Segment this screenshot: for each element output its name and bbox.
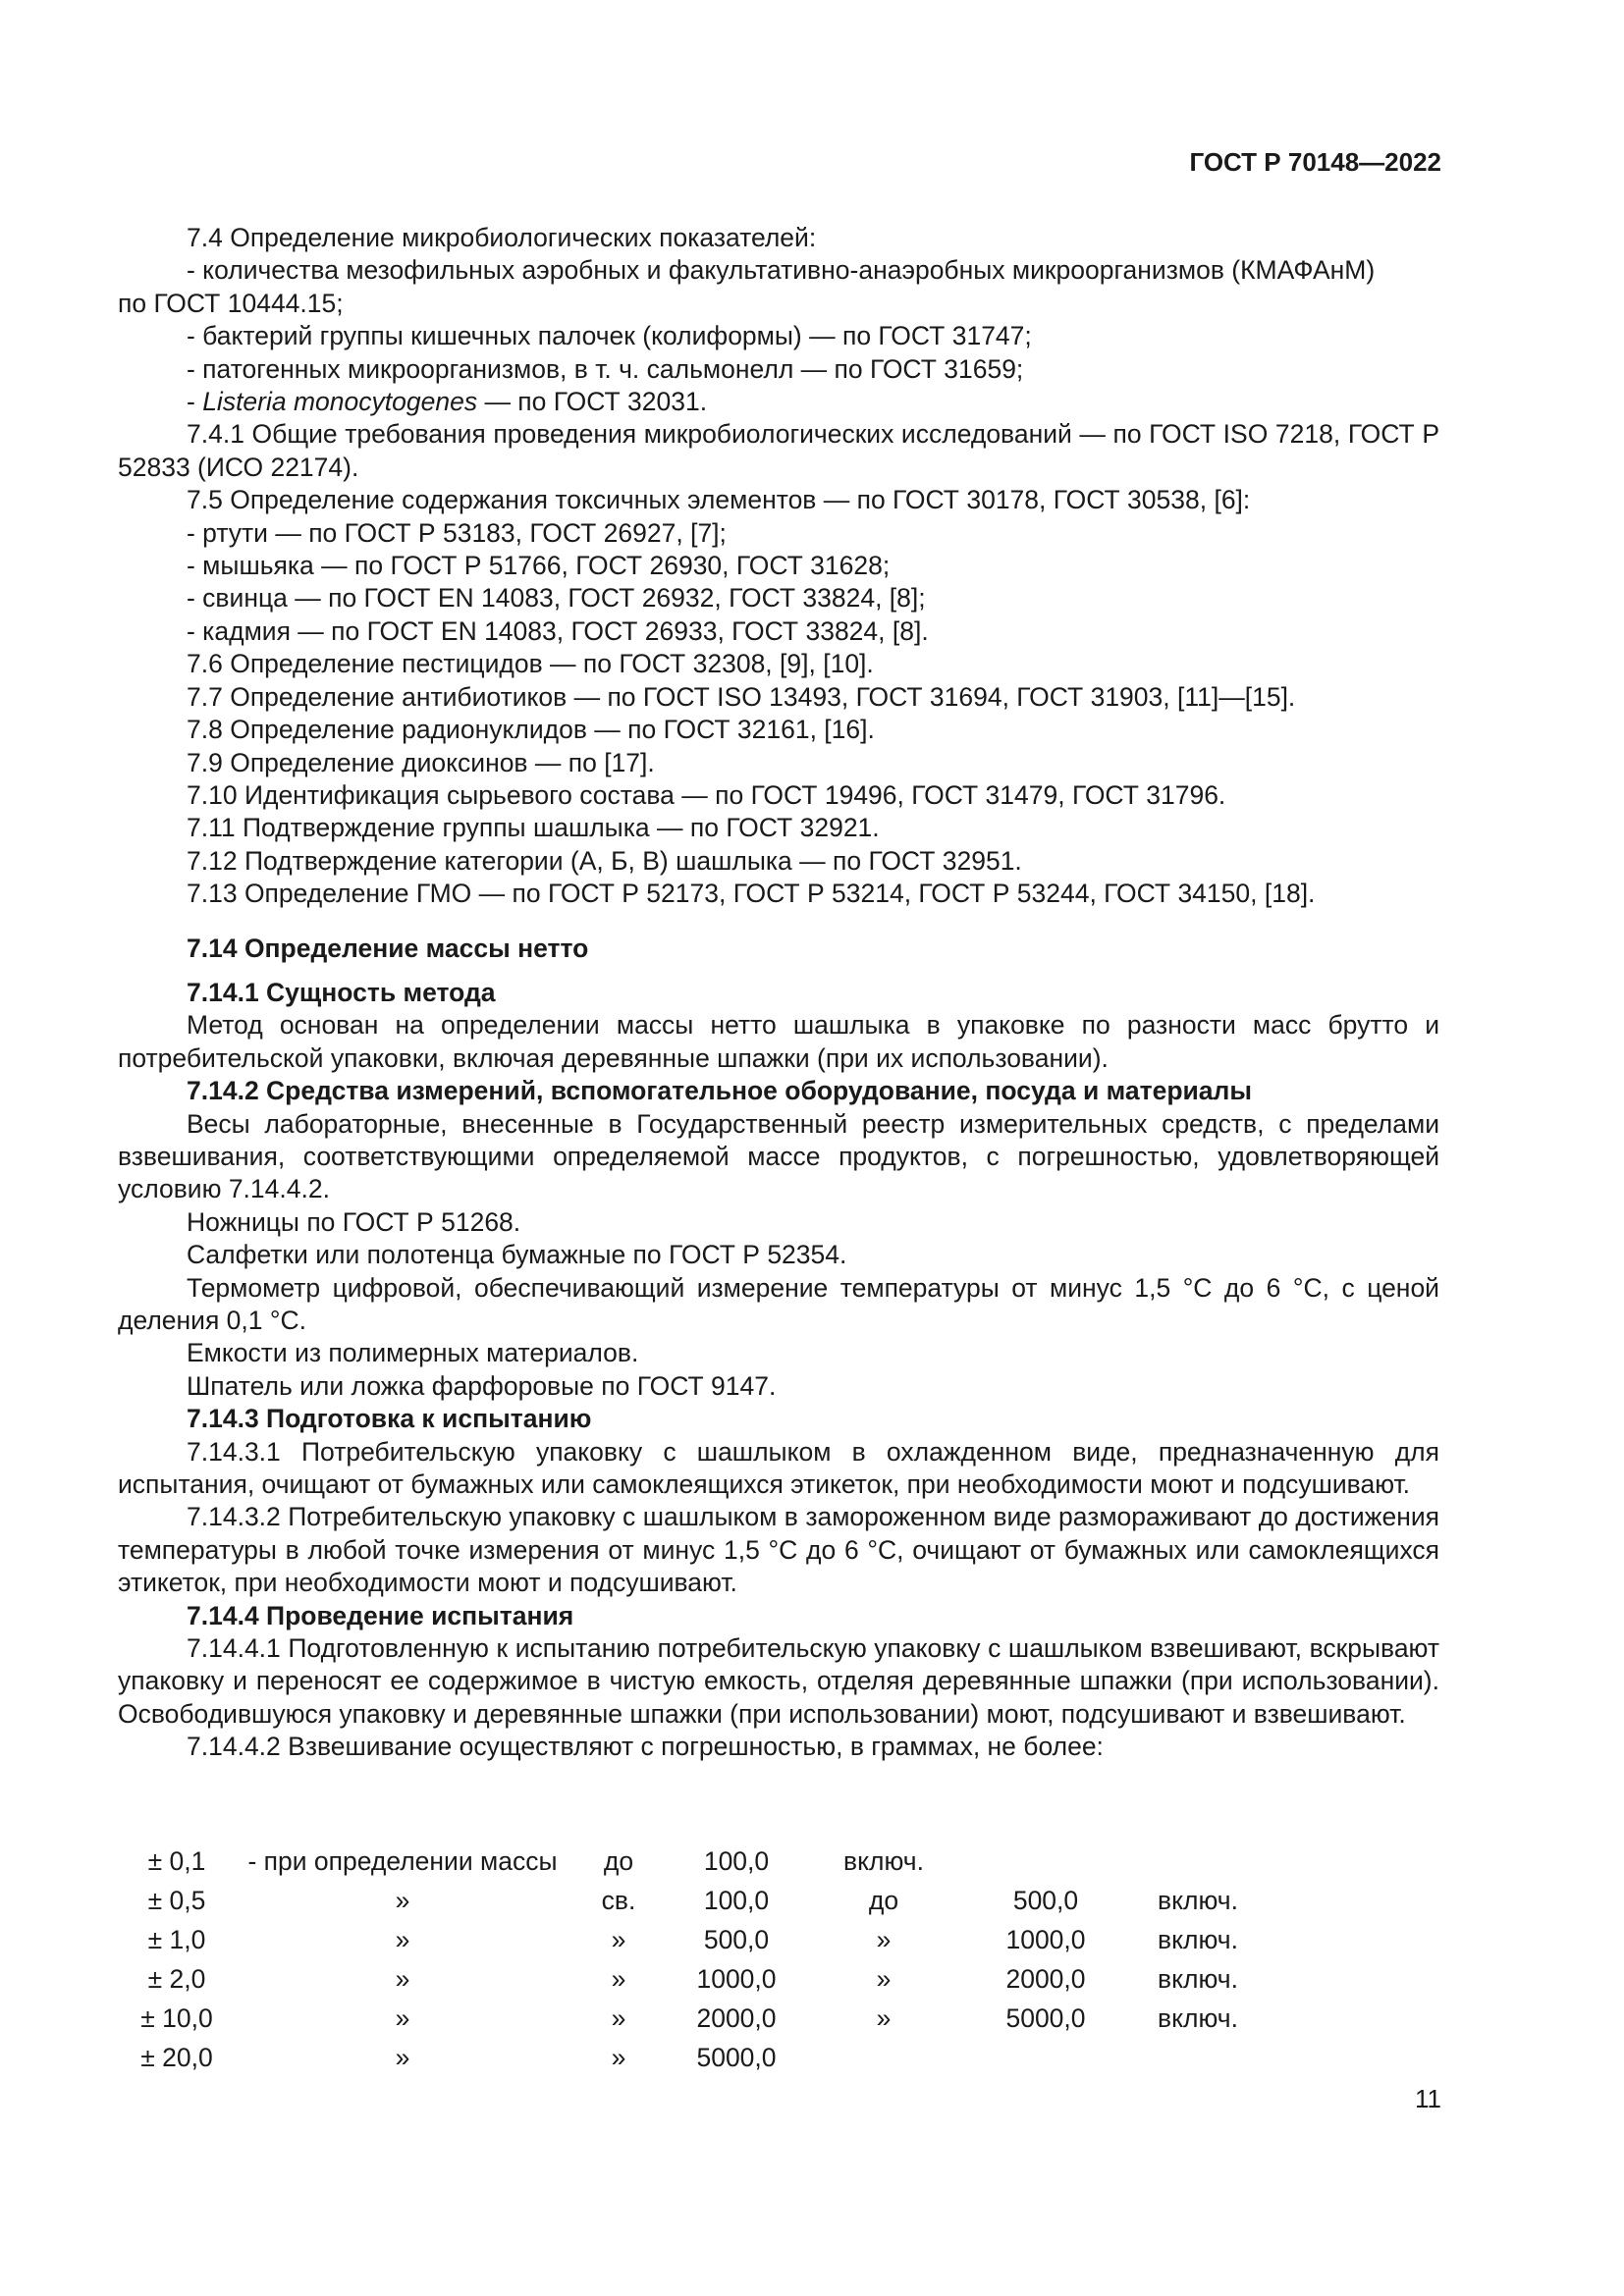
paragraph: 7.10 Идентификация сырьевого состава — по ГОСТ 19496, ГОСТ 31479, ГОСТ 31796. xyxy=(187,779,1226,810)
paragraph: 7.14.4.2 Взвешивание осуществляют с погрешностью, в граммах, не более: xyxy=(187,1732,1104,1762)
table-cell: » xyxy=(876,1924,892,1954)
table-cell: 2000,0 xyxy=(1005,1963,1086,1994)
table-cell: 100,0 xyxy=(703,1885,770,1915)
table-cell: ± 20,0 xyxy=(140,2042,213,2072)
paragraph: 7.13 Определение ГМО — по ГОСТ Р 52173, ГОСТ Р 53214, ГОСТ Р 53244, ГОСТ 34150, [18]. xyxy=(187,879,1316,909)
paragraph: Шпатель или ложка фарфоровые по ГОСТ 9147. xyxy=(187,1370,777,1401)
table-cell: ± 2,0 xyxy=(147,1963,206,1994)
document-body xyxy=(118,222,1439,1764)
table-cell: 5000,0 xyxy=(696,2042,777,2072)
list-item: - кадмия — по ГОСТ EN 14083, ГОСТ 26933, ГОСТ 33824, [8]. xyxy=(187,615,929,646)
list-item: - свинца — по ГОСТ EN 14083, ГОСТ 26932, ГОСТ 33824, [8]; xyxy=(187,583,926,614)
paragraph: 7.4 Определение микробиологических показателей: xyxy=(187,223,817,252)
table-cell: ± 0,1 xyxy=(147,1845,206,1876)
table-cell: » xyxy=(395,2042,410,2072)
table-row xyxy=(118,1920,1267,1959)
table-cell: » xyxy=(611,2042,626,2072)
table-cell: включ. xyxy=(1158,2002,1238,2033)
table-row xyxy=(118,1881,1267,1920)
paragraph: 7.14.4.1 Подготовленную к испытанию потребительскую упаковку с шашлыком взвешивают, вскрывают упаковку и переносят ее содержимое в чистую емкость, отделяя деревянные шпажки (при использовании). Освободившуюся упаковку и деревянные шпажки (при использовании) моют, подсушивают и взвешивают. xyxy=(118,1633,1439,1729)
table-cell: » xyxy=(395,1885,410,1915)
list-item: - бактерий группы кишечных палочек (колиформы) — по ГОСТ 31747; xyxy=(187,321,1032,351)
list-item: - патогенных микроорганизмов, в т. ч. сальмонелл — по ГОСТ 31659; xyxy=(187,353,1024,384)
table-cell: 2000,0 xyxy=(696,2002,777,2033)
paragraph: 7.6 Определение пестицидов — по ГОСТ 32308, [9], [10]. xyxy=(187,649,874,679)
table-cell xyxy=(1129,1842,1267,1881)
table-cell: 5000,0 xyxy=(1005,2002,1086,2033)
table-cell xyxy=(1129,2038,1267,2077)
paragraph: Метод основан на определении массы нетто шашлыка в упаковке по разности масс брутто и потребительской упаковки, включая деревянные шпажки (при их использовании). xyxy=(118,1010,1439,1073)
table-row xyxy=(118,2038,1267,2077)
list-item: - ртути — по ГОСТ Р 53183, ГОСТ 26927, [7]; xyxy=(187,517,727,548)
list-item: - мышьяка — по ГОСТ Р 51766, ГОСТ 26930, ГОСТ 31628; xyxy=(187,551,891,581)
table-cell: ± 1,0 xyxy=(147,1924,206,1954)
table-cell: » xyxy=(395,1924,410,1954)
table-cell xyxy=(962,1842,1129,1881)
paragraph: 7.11 Подтверждение группы шашлыка — по ГОСТ 32921. xyxy=(187,813,880,843)
table-cell: до xyxy=(603,1845,634,1876)
table-cell: » xyxy=(611,1963,626,1994)
table-cell: » xyxy=(611,1924,626,1954)
table-cell: 1000,0 xyxy=(1005,1924,1086,1954)
list-text: — по ГОСТ 32031. xyxy=(477,387,708,417)
weighing-tolerance-table xyxy=(118,1842,1267,2077)
table-cell: 500,0 xyxy=(1012,1885,1079,1915)
page-number: 11 xyxy=(1415,2084,1441,2113)
paragraph: 7.14.3.2 Потребительскую упаковку с шашлыком в замороженном виде размораживают до достижения температуры в любой точке измерения от минус 1,5 °С до 6 °С, очищают от бумажных или самоклеящихся этикеток, при необходимости моют и подсушивают. xyxy=(118,1502,1439,1598)
paragraph: Ножницы по ГОСТ Р 51268. xyxy=(187,1206,521,1237)
table-cell: св. xyxy=(601,1885,636,1915)
paragraph: 7.5 Определение содержания токсичных элементов — по ГОСТ 30178, ГОСТ 30538, [6]: xyxy=(187,485,1251,515)
table-cell xyxy=(805,2038,962,2077)
table-cell: 500,0 xyxy=(703,1924,770,1954)
table-cell: » xyxy=(395,1963,410,1994)
paragraph: 7.8 Определение радионуклидов — по ГОСТ 32161, [16]. xyxy=(187,715,875,745)
paragraph: Салфетки или полотенца бумажные по ГОСТ Р 52354. xyxy=(187,1240,847,1270)
table-cell: ± 10,0 xyxy=(140,2002,213,2033)
list-dash: - xyxy=(187,387,203,417)
table-cell: » xyxy=(395,2002,410,2033)
table-cell: » xyxy=(611,2002,626,2033)
table-cell: до xyxy=(868,1885,899,1915)
table-row xyxy=(118,1842,1267,1881)
table-cell: 1000,0 xyxy=(696,1963,777,1994)
table-cell xyxy=(962,2038,1129,2077)
paragraph: 7.14.3.1 Потребительскую упаковку с шашлыком в охлажденном виде, предназначенную для испытания, очищают от бумажных или самоклеящихся этикеток, при необходимости моют и подсушивают. xyxy=(118,1436,1439,1500)
table-cell: ± 0,5 xyxy=(147,1885,206,1915)
table-cell: - при определении массы xyxy=(247,1845,558,1876)
paragraph: 7.9 Определение диоксинов — по [17]. xyxy=(187,747,655,777)
paragraph: 7.7 Определение антибиотиков — по ГОСТ ISO 13493, ГОСТ 31694, ГОСТ 31903, [11]—[15]. xyxy=(187,681,1296,712)
list-item: - количества мезофильных аэробных и факультативно-анаэробных микроорганизмов (КМАФАнМ) xyxy=(187,255,1376,286)
table-row xyxy=(118,1999,1267,2038)
species-name: Listeria monocytogenes xyxy=(202,387,478,417)
list-item xyxy=(118,386,1439,418)
table-cell: » xyxy=(876,1963,892,1994)
paragraph: Емкости из полимерных материалов. xyxy=(187,1338,639,1368)
section-heading: 7.14 Определение массы нетто xyxy=(187,933,589,963)
table-row xyxy=(118,1959,1267,1999)
section-heading: 7.14.1 Сущность метода xyxy=(187,977,496,1007)
paragraph-continuation: по ГОСТ 10444.15; xyxy=(118,288,344,318)
paragraph: 7.12 Подтверждение категории (А, Б, В) шашлыка — по ГОСТ 32951. xyxy=(187,845,1022,876)
table-cell: включ. xyxy=(1158,1885,1238,1915)
paragraph: Термометр цифровой, обеспечивающий измерение температуры от минус 1,5 °С до 6 °С, с ценой деления 0,1 °С. xyxy=(118,1272,1439,1335)
table-cell: включ. xyxy=(843,1845,924,1876)
table-cell: 100,0 xyxy=(703,1845,770,1876)
section-heading: 7.14.2 Средства измерений, вспомогательное оборудование, посуда и материалы xyxy=(187,1076,1253,1106)
table-cell: включ. xyxy=(1158,1963,1238,1994)
paragraph: 7.4.1 Общие требования проведения микробиологических исследований — по ГОСТ ISO 7218, ГОСТ Р 52833 (ИСО 22174). xyxy=(118,419,1439,482)
paragraph: Весы лабораторные, внесенные в Государственный реестр измерительных средств, с пределами взвешивания, соответствующими определяемой массе продуктов, с погрешностью, удовлетворяющей условию 7.14.4.2. xyxy=(118,1108,1439,1204)
document-code: ГОСТ Р 70148—2022 xyxy=(1189,147,1441,177)
section-heading: 7.14.3 Подготовка к испытанию xyxy=(187,1404,592,1434)
table-cell: включ. xyxy=(1158,1924,1238,1954)
section-heading: 7.14.4 Проведение испытания xyxy=(187,1600,574,1630)
table-cell: » xyxy=(876,2002,892,2033)
